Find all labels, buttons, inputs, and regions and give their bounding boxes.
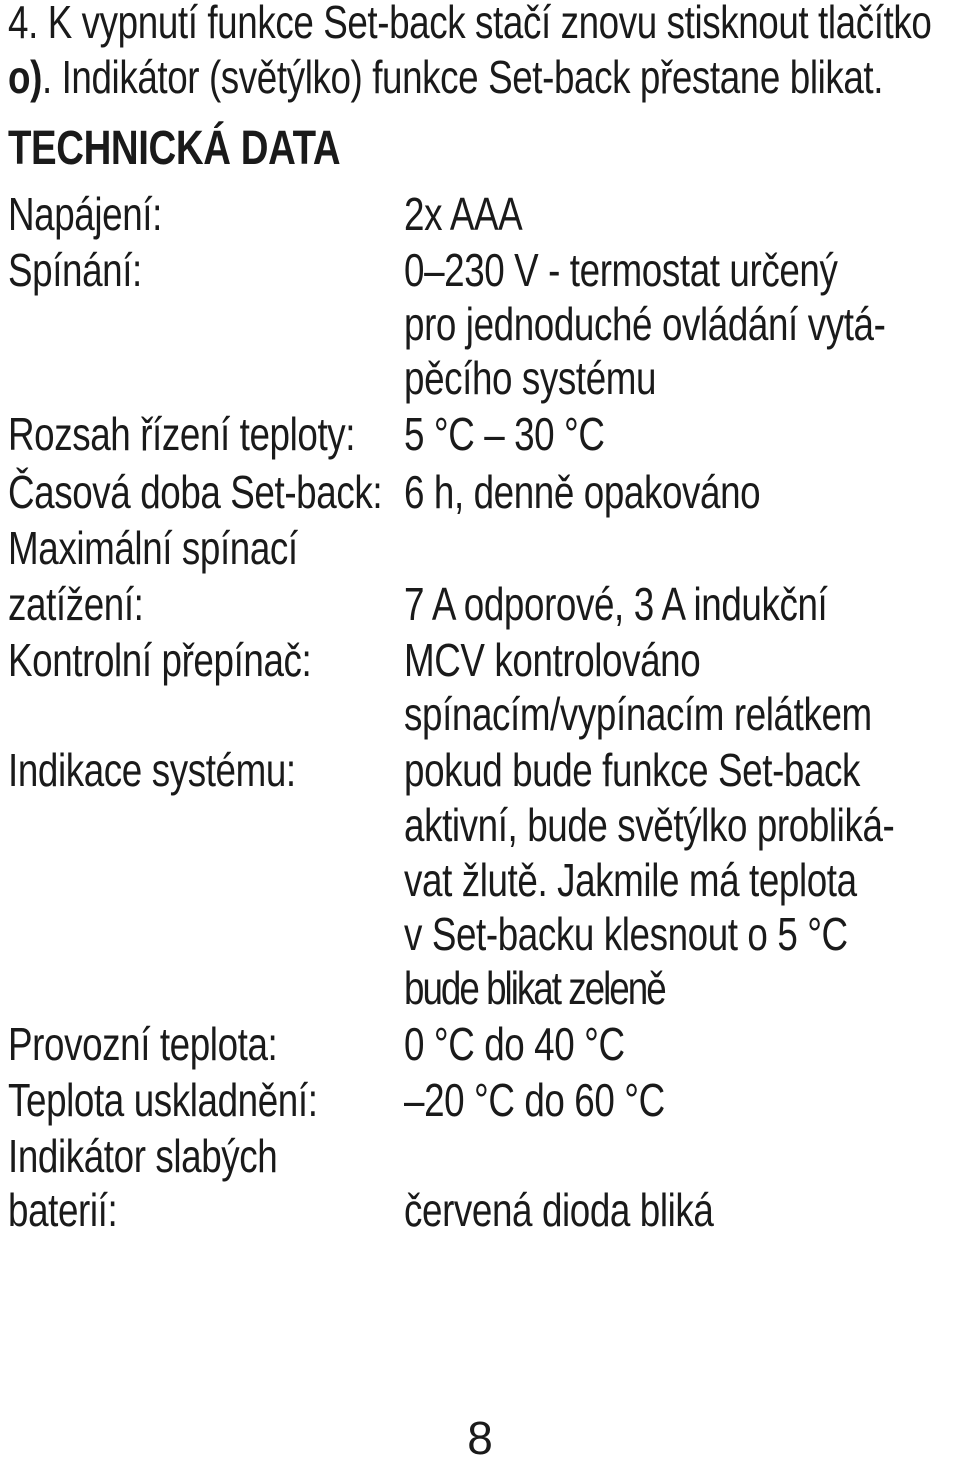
switching-value-line-1: 0–230 V - termostat určený xyxy=(404,244,838,296)
intro-step-line-2-text: . Indikátor (světýlko) funkce Set-back přestane blikat. xyxy=(41,51,884,103)
system-indication-value-line-4: v Set-backu klesnout o 5 °C xyxy=(404,908,848,960)
switching-label: Spínání: xyxy=(8,244,142,296)
system-indication-value-line-1: pokud bude funkce Set-back xyxy=(404,744,861,796)
system-indication-label: Indikace systému: xyxy=(8,744,296,796)
switching-value-line-3: pěcího systému xyxy=(404,352,657,404)
low-battery-label-line-2: baterií: xyxy=(8,1184,118,1236)
low-battery-value: červená dioda bliká xyxy=(404,1184,714,1236)
power-label: Napájení: xyxy=(8,188,162,240)
page-number: 8 xyxy=(467,1412,493,1464)
intro-step-line-1: 4. K vypnutí funkce Set-back stačí znovu stisknout tlačítko xyxy=(8,0,932,48)
system-indication-value-line-5: bude blikat zeleně xyxy=(404,962,665,1014)
control-switch-value-line-1: MCV kontrolováno xyxy=(404,634,701,686)
setback-time-label: Časová doba Set-back: xyxy=(8,466,383,518)
switching-value-line-2: pro jednoduché ovládání vytá- xyxy=(404,298,886,350)
control-switch-label: Kontrolní přepínač: xyxy=(8,634,312,686)
max-load-value: 7 A odporové, 3 A indukční xyxy=(404,578,828,630)
operating-temperature-value: 0 °C do 40 °C xyxy=(404,1018,625,1070)
section-heading: TECHNICKÁ DATA xyxy=(8,122,341,175)
system-indication-value-line-3: vat žlutě. Jakmile má teplota xyxy=(404,854,857,906)
setback-time-value: 6 h, denně opakováno xyxy=(404,466,761,518)
max-load-label-line-2: zatížení: xyxy=(8,578,144,630)
storage-temperature-label: Teplota uskladnění: xyxy=(8,1074,318,1126)
operating-temperature-label: Provozní teplota: xyxy=(8,1018,278,1070)
low-battery-label-line-1: Indikátor slabých xyxy=(8,1130,278,1182)
temperature-range-label: Rozsah řízení teploty: xyxy=(8,408,356,460)
max-load-label-line-1: Maximální spínací xyxy=(8,522,298,574)
temperature-range-value: 5 °C – 30 °C xyxy=(404,408,605,460)
system-indication-value-line-2: aktivní, bude světýlko probliká- xyxy=(404,799,895,851)
set-back-button-symbol: o) xyxy=(8,51,42,103)
storage-temperature-value: –20 °C do 60 °C xyxy=(404,1074,665,1126)
intro-step-line-2 xyxy=(8,49,883,105)
control-switch-value-line-2: spínacím/vypínacím relátkem xyxy=(404,688,872,740)
power-value: 2x AAA xyxy=(404,188,523,240)
